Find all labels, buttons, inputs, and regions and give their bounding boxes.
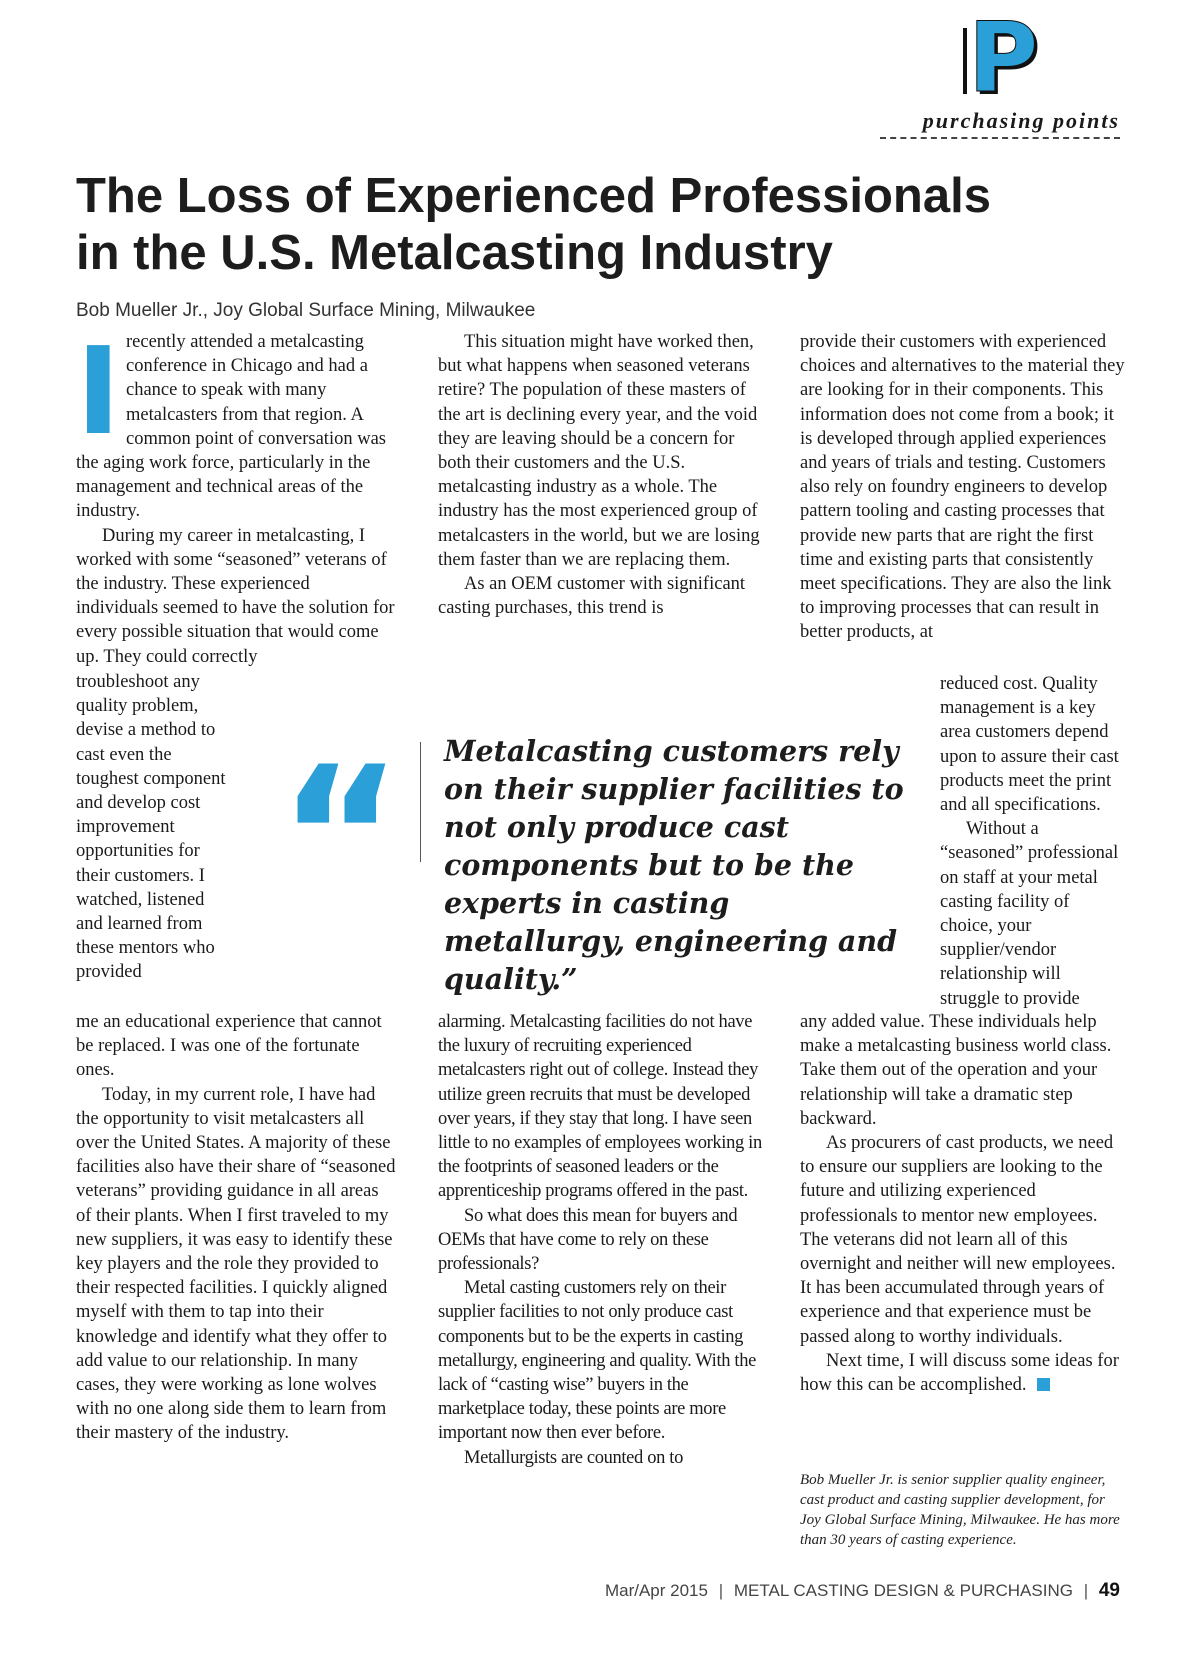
column-1-top [76, 323, 396, 669]
paragraph: reduced cost. Quality management is a key area customers depend upon to assure their cast products meet the print and all specifications. [940, 674, 1119, 816]
paragraph: alarming. Metalcasting facilities do not have the luxury of recruiting experienced metalcasters right out of college. Instead they utilize green recruits that must be developed over years, if they stay that long. I have seen little to no examples of employees working in the footprints of seasoned leaders or the apprenticeship programs offered in the past. [438, 1012, 762, 1202]
section-logo: P [968, 2, 1039, 114]
column-3-narrow [940, 672, 1120, 1011]
paragraph: Without a “seasoned” professional on staff at your metal casting facility of choice, your supplier/vendor relationship will struggle to provide [940, 819, 1119, 1009]
issue-date: Mar/Apr 2015 [604, 1581, 708, 1600]
paragraph: During my career in metalcasting, I worked with some “seasoned” veterans of the industry. These experienced individuals seemed to have the solution for every possible situation that would come up. They could correctly [76, 525, 395, 667]
paragraph: As an OEM customer with significant casting purchases, this trend is [438, 574, 746, 619]
column-2-bottom [438, 1010, 768, 1470]
footer-separator: | [718, 1581, 724, 1600]
paragraph: Irecently attended a metalcasting conference in Chicago and had a chance to speak with many metalcasters from that region. A common point of conversation was the aging work force, particularly in the management and technical areas of the industry. [76, 323, 386, 522]
section-rule [880, 137, 1120, 139]
logo-divider [963, 28, 967, 94]
byline: Bob Mueller Jr., Joy Global Surface Mining, Milwaukee [76, 300, 536, 321]
paragraph: any added value. These individuals help make a metalcasting business world class. Take them out of the operation and your relationship will take a dramatic step backward. [800, 1012, 1112, 1129]
column-3-bottom [800, 1010, 1130, 1397]
page-footer [560, 1580, 1120, 1602]
column-3-top [800, 330, 1130, 645]
pullquote: Metalcasting customers rely on their supplier facilities to not only produce cast components but to be the experts in casting metallurgy, engineering and quality.” [444, 734, 904, 996]
article-title [76, 168, 1116, 282]
pullquote-rule [420, 742, 421, 862]
column-2-top [438, 330, 768, 620]
end-mark-icon [1037, 1378, 1050, 1391]
paragraph: As procurers of cast products, we need to ensure our suppliers are looking to the future and utilizing experienced professionals to mentor new employees. The veterans did not learn all of this overnight and neither will new employees. It has been accumulated through years of experience and that experience must be passed along to worthy individuals. [800, 1133, 1116, 1347]
title-line-1: The Loss of Experienced Professionals [76, 169, 991, 223]
paragraph: troubleshoot any quality problem, devise a method to cast even the toughest component and develop cost improvement opportunities for their customers. I watched, listened and learned from these mentors who provided [76, 672, 226, 983]
author-bio: Bob Mueller Jr. is senior supplier quality engineer, cast product and casting supplier development, for Joy Global Surface Mining, Milwaukee. He has more than 30 years of casting experience. [800, 1472, 1120, 1548]
drop-cap: I [76, 323, 121, 462]
page-number: 49 [1098, 1580, 1120, 1601]
column-1-narrow [76, 670, 226, 985]
section-label: purchasing points [922, 108, 1120, 133]
paragraph: This situation might have worked then, but what happens when seasoned veterans retire? The population of these masters of the art is declining every year, and the void they are leaving should be a concern for both their customers and the U.S. metalcasting industry as a whole. The industry has the most experienced group of metalcasters in the world, but we are losing them faster than we are replacing them. [438, 332, 760, 570]
paragraph: provide their customers with experienced choices and alternatives to the material they are looking for in their components. This information does not come from a book; it is developed through applied experiences and years of trials and testing. Customers also rely on foundry engineers to develop pattern tooling and casting processes that provide new parts that are right the first time and existing parts that consistently meet specifications. They are also the link to improving processes that can result in better products, at [800, 332, 1125, 643]
title-line-2: in the U.S. Metalcasting Industry [76, 226, 833, 280]
paragraph: Metallurgists are counted on to [464, 1447, 683, 1468]
footer-separator: | [1083, 1581, 1089, 1600]
column-1-bottom [76, 1010, 396, 1446]
paragraph: Next time, I will discuss some ideas for how this can be accomplished. [800, 1350, 1119, 1396]
paragraph: Today, in my current role, I have had the opportunity to visit metalcasters all over the United States. A majority of these facilities also have their share of “seasoned veterans” providing guidance in all areas of their plants. When I first traveled to my new suppliers, it was easy to identify these key players and the role they provided to their respected facilities. I quickly aligned myself with them to tap into their knowledge and identify what they offer to add value to our relationship. In many cases, they were working as lone wolves with no one along side them to learn from their mastery of the industry. [76, 1084, 396, 1444]
publication-name: METAL CASTING DESIGN & PURCHASING [733, 1581, 1073, 1600]
paragraph: Metal casting customers rely on their supplier facilities to not only produce cast components but to be the experts in casting metallurgy, engineering and quality. With the lack of “casting wise” buyers in the marketplace today, these points are more important now then ever before. [438, 1278, 756, 1444]
paragraph: me an educational experience that cannot be replaced. I was one of the fortunate ones. [76, 1012, 382, 1081]
paragraph: So what does this mean for buyers and OEMs that have come to rely on these professionals? [438, 1205, 738, 1275]
quote-mark-icon: “ [278, 726, 403, 947]
